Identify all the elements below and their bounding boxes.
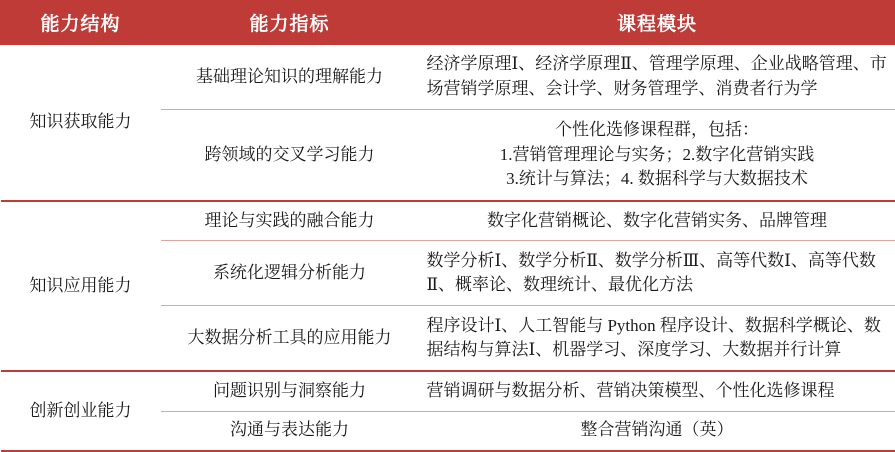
modules-line: 个性化选修课程群，包括： — [555, 120, 759, 139]
group-label-innovation-entrepreneurship: 创新创业能力 — [1, 371, 161, 451]
column-header-course-module: 课程模块 — [419, 1, 895, 45]
group-label-knowledge-acquisition: 知识获取能力 — [1, 44, 161, 201]
table-body — [1, 44, 895, 451]
modules-cell: 数学分析Ⅰ、数学分析Ⅱ、数学分析Ⅲ、高等代数Ⅰ、高等代数Ⅱ、概率论、数理统计、最优化方法 — [419, 241, 895, 306]
indicator-cell: 沟通与表达能力 — [161, 411, 419, 451]
indicator-cell: 系统化逻辑分析能力 — [161, 241, 419, 306]
column-header-ability-structure: 能力结构 — [1, 1, 161, 45]
table-row — [1, 371, 895, 411]
modules-cell — [419, 110, 895, 201]
indicator-cell: 问题识别与洞察能力 — [161, 371, 419, 411]
indicator-cell: 跨领域的交叉学习能力 — [161, 110, 419, 201]
modules-cell: 数字化营销概论、数字化营销实务、品牌管理 — [419, 201, 895, 241]
modules-line: 1.营销管理理论与实务；2.数字化营销实践 — [499, 144, 815, 164]
table-header — [1, 1, 895, 45]
table-row — [1, 44, 895, 110]
indicator-cell: 理论与实践的融合能力 — [161, 201, 419, 241]
group-label-knowledge-application: 知识应用能力 — [1, 201, 161, 371]
modules-cell: 营销调研与数据分析、营销决策模型、个性化选修课程 — [419, 371, 895, 411]
modules-cell: 整合营销沟通（英） — [419, 411, 895, 451]
indicator-cell: 大数据分析工具的应用能力 — [161, 306, 419, 372]
indicator-cell: 基础理论知识的理解能力 — [161, 44, 419, 110]
modules-cell: 程序设计Ⅰ、人工智能与 Python 程序设计、数据科学概论、数据结构与算法Ⅰ、机器学习、深度学习、大数据并行计算 — [419, 306, 895, 372]
table-row — [1, 201, 895, 241]
column-header-ability-indicator: 能力指标 — [161, 1, 419, 45]
header-row — [1, 1, 895, 45]
modules-line: 3.统计与算法；4. 数据科学与大数据技术 — [506, 169, 808, 189]
modules-cell: 经济学原理Ⅰ、经济学原理Ⅱ、管理学原理、企业战略管理、市场营销学原理、会计学、财务管理学、消费者行为学 — [419, 44, 895, 110]
